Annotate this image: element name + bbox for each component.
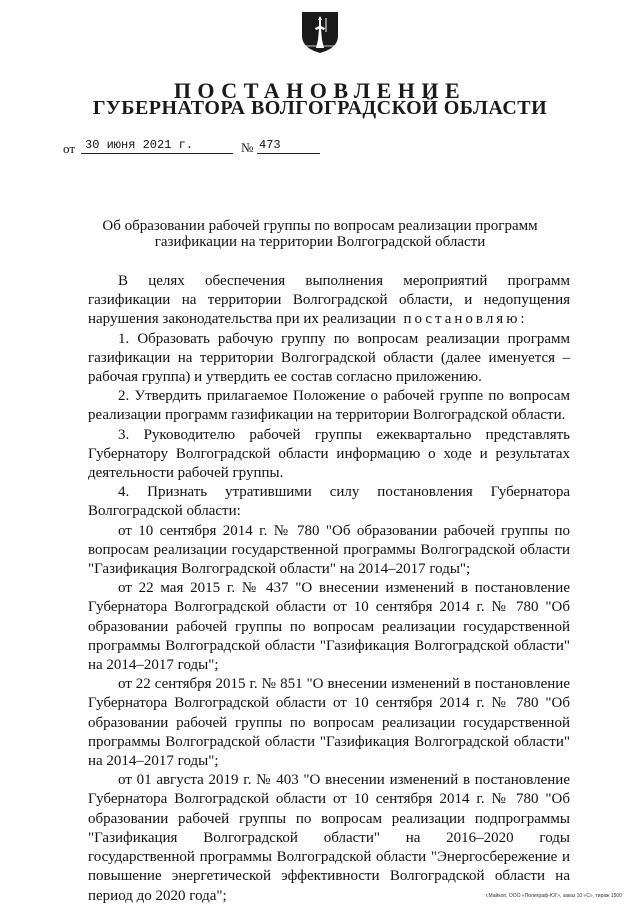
subject-line-2: газификации на территории Волгоградской области xyxy=(154,234,486,250)
repealed-ref-1: от 10 сентября 2014 г. № 780 "Об образовании рабочей группы по вопросам реализации государственной программы Волгоградской области "Газификация Волгоградской области" на 2014–2017 годы"; xyxy=(88,522,570,578)
preamble-paragraph xyxy=(88,272,570,330)
date-label: от xyxy=(63,141,76,156)
issuer-title: ГУБЕРНАТОРА ВОЛГОГРАДСКОЙ ОБЛАСТИ xyxy=(92,97,548,119)
document-date: 30 июня 2021 г. xyxy=(85,138,194,152)
decree-word: постановляю: xyxy=(403,311,528,328)
print-imprint: г.Майкоп, ООО «Полиграф-ЮГ», заказ 10 «С», тираж 1500 xyxy=(485,893,622,899)
repealed-ref-2: от 22 мая 2015 г. № 437 "О внесении изменений в постановление Губернатора Волгоградской области от 10 сентября 2014 г. № 780 "Об образовании рабочей группы по вопросам реализации государственной программы Волгоградской области "Газификация Волгоградской области" на 2014–2017 годы"; xyxy=(88,580,570,674)
date-underline xyxy=(81,153,233,154)
document-number: 473 xyxy=(259,138,281,152)
item-3: 3. Руководителю рабочей группы ежеквартально представлять Губернатору Волгоградской области информацию о ходе и результатах деятельности рабочей группы. xyxy=(88,426,570,482)
document-body xyxy=(88,272,570,906)
subject-line-1: Об образовании рабочей группы по вопросам реализации программ xyxy=(102,218,538,234)
number-underline xyxy=(257,153,320,154)
document-type-title: ПОСТАНОВЛЕНИЕ xyxy=(173,78,467,103)
document-subject xyxy=(0,218,640,250)
item-2: 2. Утвердить прилагаемое Положение о рабочей группе по вопросам реализации программ газификации на территории Волгоградской области. xyxy=(88,388,570,424)
repealed-ref-3: от 22 сентября 2015 г. № 851 "О внесении изменений в постановление Губернатора Волгоградской области от 10 сентября 2014 г. № 780 "Об образовании рабочей группы по вопросам реализации государственной программы Волгоградской области "Газификация Волгоградской области" на 2014–2017 годы"; xyxy=(88,676,570,770)
repealed-ref-4: от 01 августа 2019 г. № 403 "О внесении изменений в постановление Губернатора Волгоградской области от 10 сентября 2014 г. № 780 "Об образовании рабочей группы по вопросам реализации подпрограммы "Газификация Волгоградской области" на 2016–2020 годы государственной программы Волгоградской области "Энергосбережение и повышение энергетической эффективности Волгоградской области на период до 2020 года"; xyxy=(88,772,570,904)
coat-of-arms-icon xyxy=(300,10,340,54)
preamble-text: В целях обеспечения выполнения мероприятий программ газификации на территории Волгоградской области, и недопущения нарушения законодательства при их реализации xyxy=(88,273,570,328)
item-4: 4. Признать утратившими силу постановления Губернатора Волгоградской области: xyxy=(88,484,570,520)
item-1: 1. Образовать рабочую группу по вопросам реализации программ газификации на территории Волгоградской области (далее именуется – рабочая группа) и утвердить ее состав согласно приложению. xyxy=(88,330,570,386)
date-number-line xyxy=(63,138,343,154)
number-label: № xyxy=(241,140,254,155)
